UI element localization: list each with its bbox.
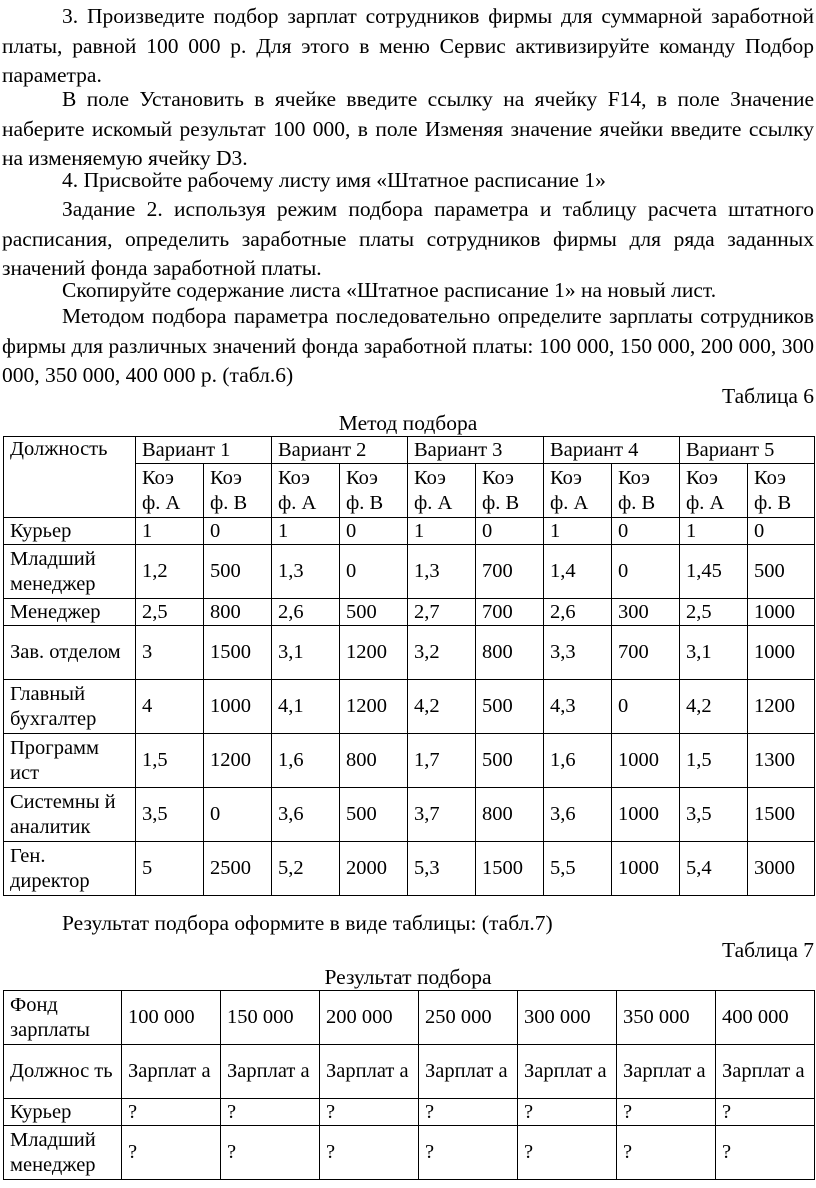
row-name: Младший менеджер	[4, 545, 136, 599]
cell: 1200	[204, 734, 272, 788]
cell: 800	[476, 788, 544, 842]
cell: 1000	[612, 842, 680, 896]
cell: ?	[122, 1099, 221, 1126]
cell: 800	[476, 626, 544, 680]
table6-subheader-coef-a: Коэ ф. А	[136, 464, 204, 518]
cell: 3,7	[408, 788, 476, 842]
cell: 700	[612, 626, 680, 680]
cell: 0	[748, 518, 815, 545]
table7-header-position: Должнос ть	[4, 1045, 122, 1099]
table6-header-variant-3: Вариант 3	[408, 437, 544, 464]
cell: 500	[340, 788, 408, 842]
table-row	[4, 599, 815, 626]
cell: ?	[320, 1126, 419, 1180]
cell: 1000	[612, 734, 680, 788]
cell: ?	[122, 1126, 221, 1180]
cell: 4	[136, 680, 204, 734]
cell: 1	[680, 518, 748, 545]
table7-fund-value: 400 000	[716, 991, 815, 1045]
cell: 1300	[748, 734, 815, 788]
table7-caption: Результат подбора	[324, 965, 492, 989]
table7-salary-header: Зарплат а	[716, 1045, 815, 1099]
cell: 2,6	[272, 599, 340, 626]
cell: ?	[221, 1099, 320, 1126]
cell: 1500	[476, 842, 544, 896]
cell: 800	[340, 734, 408, 788]
table6-subheader-coef-a: Коэ ф. А	[408, 464, 476, 518]
cell: 0	[340, 518, 408, 545]
row-name: Зав. отделом	[4, 626, 136, 680]
table6-subheader-coef-b: Коэ ф. В	[204, 464, 272, 518]
cell: 1,3	[272, 545, 340, 599]
cell: 1	[408, 518, 476, 545]
table7-salary-header: Зарплат а	[320, 1045, 419, 1099]
table7-salary-header: Зарплат а	[419, 1045, 518, 1099]
paragraph-step-4: 4. Присвойте рабочему листу имя «Штатное расписание 1»	[62, 168, 606, 192]
cell: 300	[612, 599, 680, 626]
table6-subheader-coef-b: Коэ ф. В	[340, 464, 408, 518]
paragraph-method: Методом подбора параметра последовательно определите зарплаты сотрудников фирмы для различных значений фонда заработной платы: 100 000, 150 000, 200 000, 300 000, 350 000, 400 000 р. (табл.6)	[2, 304, 814, 387]
cell: 3,6	[544, 788, 612, 842]
table6	[3, 436, 815, 896]
row-name: Главный бухгалтер	[4, 680, 136, 734]
cell: 0	[340, 545, 408, 599]
cell: 1,5	[680, 734, 748, 788]
paragraph-task-2: Задание 2. используя режим подбора параметра и таблицу расчета штатного расписания, определить заработные платы сотрудников фирмы для ряда заданных значений фонда заработной платы.	[2, 197, 814, 280]
table7-fund-value: 150 000	[221, 991, 320, 1045]
table-row	[4, 1126, 815, 1180]
table-row	[4, 545, 815, 599]
cell: 3,1	[272, 626, 340, 680]
cell: 1,7	[408, 734, 476, 788]
table6-subheader-coef-b: Коэ ф. В	[748, 464, 815, 518]
table6-subheader-coef-b: Коэ ф. В	[612, 464, 680, 518]
cell: 0	[612, 545, 680, 599]
cell: 1000	[204, 680, 272, 734]
cell: 3,3	[544, 626, 612, 680]
cell: 1,4	[544, 545, 612, 599]
cell: 1,6	[272, 734, 340, 788]
table6-header-variant-4: Вариант 4	[544, 437, 680, 464]
cell: 4,1	[272, 680, 340, 734]
cell: 3,2	[408, 626, 476, 680]
table7	[3, 990, 815, 1180]
row-name: Программ ист	[4, 734, 136, 788]
cell: 500	[340, 599, 408, 626]
cell: 1	[136, 518, 204, 545]
table6-header-variant-5: Вариант 5	[680, 437, 815, 464]
table-row	[4, 842, 815, 896]
table7-salary-header: Зарплат а	[122, 1045, 221, 1099]
row-name: Курьер	[4, 1099, 122, 1126]
cell: 2,5	[136, 599, 204, 626]
cell: 1500	[748, 788, 815, 842]
table-row	[4, 518, 815, 545]
table-row	[4, 734, 815, 788]
table7-fund-value: 200 000	[320, 991, 419, 1045]
cell: 1,2	[136, 545, 204, 599]
cell: ?	[518, 1099, 617, 1126]
cell: 1,6	[544, 734, 612, 788]
cell: 5,5	[544, 842, 612, 896]
cell: ?	[617, 1099, 716, 1126]
cell: 0	[612, 518, 680, 545]
cell: 2,7	[408, 599, 476, 626]
cell: 3000	[748, 842, 815, 896]
cell: 4,2	[408, 680, 476, 734]
cell: 700	[476, 599, 544, 626]
cell: 4,2	[680, 680, 748, 734]
table6-header-position: Должность	[4, 437, 136, 518]
cell: 500	[476, 734, 544, 788]
cell: 1,5	[136, 734, 204, 788]
cell: 5	[136, 842, 204, 896]
paragraph-copy-sheet: Скопируйте содержание листа «Штатное расписание 1» на новый лист.	[62, 278, 717, 302]
table-row	[4, 788, 815, 842]
table6-caption: Метод подбора	[338, 411, 478, 435]
cell: ?	[419, 1126, 518, 1180]
paragraph-step-3-details: В поле Установить в ячейке введите ссылку на ячейку F14, в поле Значение наберите искомый результат 100 000, в поле Изменяя значение ячейки введите ссылку на изменяемую ячейку D3.	[2, 87, 814, 170]
table6-subheader-coef-a: Коэ ф. А	[680, 464, 748, 518]
table7-salary-header: Зарплат а	[221, 1045, 320, 1099]
cell: ?	[419, 1099, 518, 1126]
row-name: Курьер	[4, 518, 136, 545]
table6-subheader-coef-a: Коэ ф. А	[544, 464, 612, 518]
cell: 1000	[612, 788, 680, 842]
cell: 1000	[748, 626, 815, 680]
table7-header-fund: Фонд зарплаты	[4, 991, 122, 1045]
cell: ?	[716, 1099, 815, 1126]
table7-label: Таблица 7	[722, 938, 814, 962]
table6-header-variant-2: Вариант 2	[272, 437, 408, 464]
cell: 1	[272, 518, 340, 545]
cell: 1,45	[680, 545, 748, 599]
table7-fund-value: 300 000	[518, 991, 617, 1045]
cell: 700	[476, 545, 544, 599]
row-name: Системны й аналитик	[4, 788, 136, 842]
cell: ?	[320, 1099, 419, 1126]
cell: 1200	[340, 680, 408, 734]
cell: 2500	[204, 842, 272, 896]
table6-header-variant-1: Вариант 1	[136, 437, 272, 464]
cell: ?	[221, 1126, 320, 1180]
cell: 4,3	[544, 680, 612, 734]
cell: ?	[518, 1126, 617, 1180]
table6-label: Таблица 6	[722, 384, 814, 408]
table7-fund-value: 100 000	[122, 991, 221, 1045]
cell: 5,2	[272, 842, 340, 896]
cell: 5,4	[680, 842, 748, 896]
table7-salary-header: Зарплат а	[617, 1045, 716, 1099]
paragraph-result-format: Результат подбора оформите в виде таблицы: (табл.7)	[62, 911, 553, 935]
table6-subheader-coef-a: Коэ ф. А	[272, 464, 340, 518]
cell: 500	[748, 545, 815, 599]
cell: 3,5	[136, 788, 204, 842]
cell: 2,5	[680, 599, 748, 626]
row-name: Младший менеджер	[4, 1126, 122, 1180]
row-name: Менеджер	[4, 599, 136, 626]
table-row	[4, 626, 815, 680]
table7-fund-value: 350 000	[617, 991, 716, 1045]
cell: 2,6	[544, 599, 612, 626]
cell: 3,6	[272, 788, 340, 842]
table-row	[4, 1099, 815, 1126]
cell: 500	[476, 680, 544, 734]
table6-subheader-coef-b: Коэ ф. В	[476, 464, 544, 518]
paragraph-step-3: 3. Произведите подбор зарплат сотрудников фирмы для суммарной заработной платы, равной 100 000 р. Для этого в меню Сервис активизируйте команду Подбор параметра.	[2, 4, 814, 87]
cell: 1500	[204, 626, 272, 680]
cell: 1,3	[408, 545, 476, 599]
cell: ?	[617, 1126, 716, 1180]
cell: 1200	[340, 626, 408, 680]
cell: 5,3	[408, 842, 476, 896]
row-name: Ген. директор	[4, 842, 136, 896]
table7-fund-value: 250 000	[419, 991, 518, 1045]
cell: 1000	[748, 599, 815, 626]
cell: 0	[204, 788, 272, 842]
cell: 3	[136, 626, 204, 680]
table7-salary-header: Зарплат а	[518, 1045, 617, 1099]
table-row	[4, 680, 815, 734]
cell: 1200	[748, 680, 815, 734]
cell: 3,1	[680, 626, 748, 680]
cell: 1	[544, 518, 612, 545]
cell: 3,5	[680, 788, 748, 842]
cell: 0	[204, 518, 272, 545]
cell: 800	[204, 599, 272, 626]
cell: ?	[716, 1126, 815, 1180]
cell: 500	[204, 545, 272, 599]
cell: 2000	[340, 842, 408, 896]
cell: 0	[612, 680, 680, 734]
cell: 0	[476, 518, 544, 545]
